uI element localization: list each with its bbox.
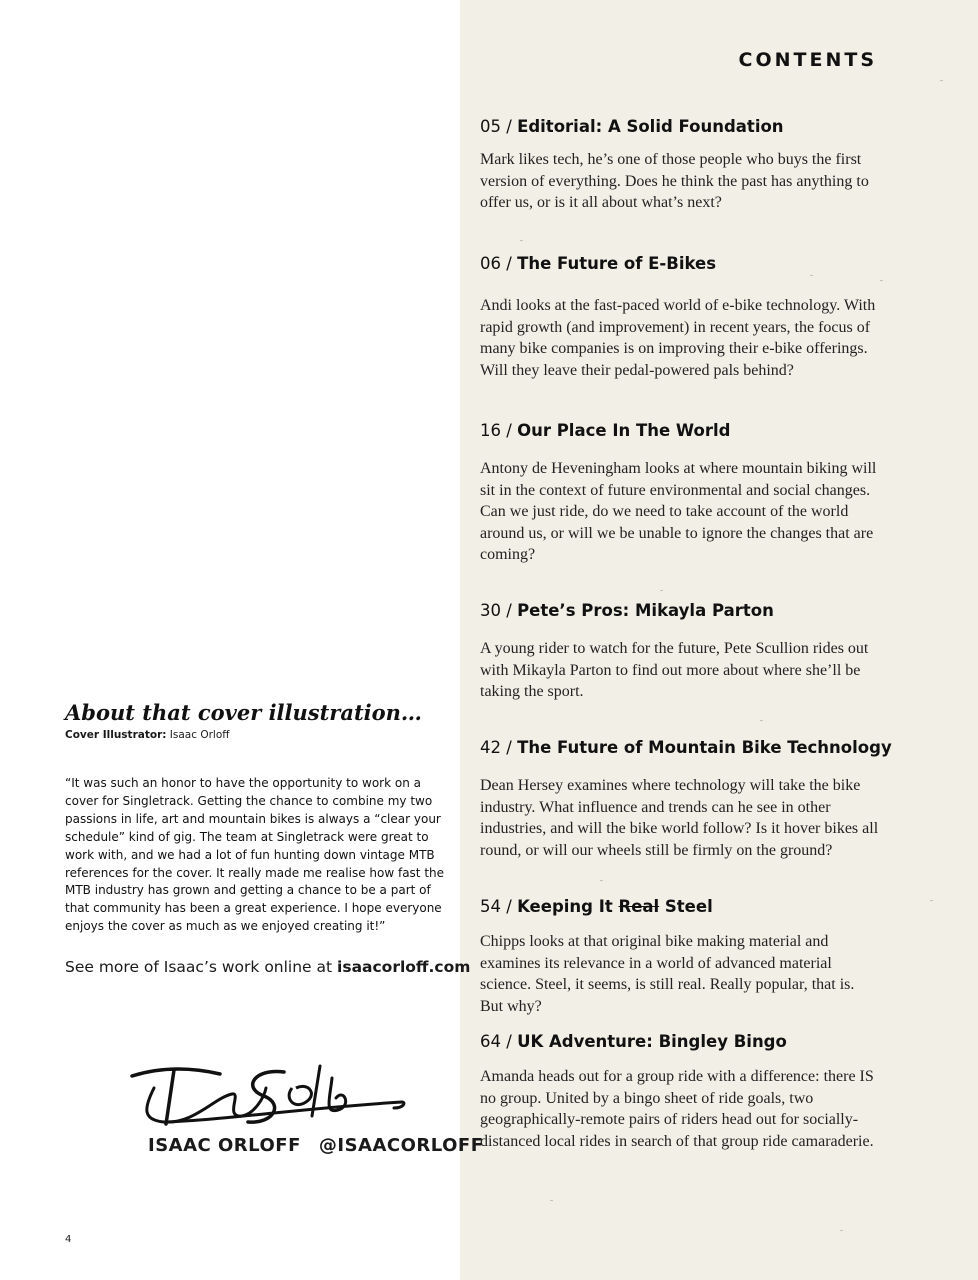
contents-entry[interactable] bbox=[480, 601, 880, 703]
artist-handle: @ISAACORLOFF bbox=[318, 1135, 484, 1156]
page-number: 4 bbox=[65, 1234, 72, 1245]
entry-heading: 06 / The Future of E-Bikes bbox=[480, 254, 717, 273]
artist-name: ISAAC ORLOFF bbox=[148, 1135, 301, 1156]
contents-entry[interactable] bbox=[480, 254, 880, 381]
contents-entry[interactable] bbox=[480, 738, 892, 861]
entry-heading: 30 / Pete’s Pros: Mikayla Parton bbox=[480, 601, 774, 620]
entry-description: Amanda heads out for a group ride with a difference: there IS no group. United by a bingo sheet of ride goals, two geographically-remote pairs of riders head out for socially-distanced local rides in search of that group ride camaraderie. bbox=[480, 1068, 874, 1150]
entry-description: Antony de Heveningham looks at where mountain biking will sit in the context of future environmental and social changes. Can we just ride, do we need to take account of the world around us, or will we be unable to ignore the changes that are coming? bbox=[480, 460, 877, 563]
contents-entry[interactable] bbox=[480, 117, 880, 214]
entry-description: Mark likes tech, he’s one of those people who buys the first version of everything. Does he think the past has anything to offer us, or is it all about what’s next? bbox=[480, 151, 869, 211]
signature-caption bbox=[148, 1135, 502, 1156]
contents-heading: CONTENTS bbox=[738, 49, 877, 71]
contents-entry[interactable] bbox=[480, 421, 880, 566]
about-title: About that cover illustration… bbox=[65, 700, 422, 725]
struck-word: Real bbox=[618, 897, 660, 916]
entry-description: Dean Hersey examines where technology will take the bike industry. What influence and trends can he see in other industries, and will the bike world follow? Is it hover bikes all round, or will our wheels still be firmly on the ground? bbox=[480, 777, 879, 859]
contents-entry[interactable] bbox=[480, 1032, 880, 1152]
illustrator-website-link[interactable]: isaacorloff.com bbox=[337, 958, 471, 977]
entry-description: Andi looks at the fast-paced world of e-bike technology. With rapid growth (and improvement) in recent years, the focus of many bike companies is on improving their e-bike offerings. Will they leave their pedal-powered pals behind? bbox=[480, 297, 876, 379]
contents-entry[interactable] bbox=[480, 897, 880, 1017]
illustrator-quote: “It was such an honor to have the opportunity to work on a cover for Singletrack. Getting the chance to combine my two passions in life, art and mountain bikes is always a “clear your schedule” kind of gig. The team at Singletrack were great to work with, and we had a lot of fun hunting down vintage MTB references for the cover. It really made me realise how fast the MTB industry has grown and getting a chance to be a part of that community has been a great experience. I hope everyone enjoys the cover as much as we enjoyed creating it!” bbox=[65, 776, 445, 934]
entry-description: A young rider to watch for the future, Pete Scullion rides out with Mikayla Parton to find out more about where she’ll be taking the sport. bbox=[480, 640, 869, 700]
illustrator-link-line: See more of Isaac’s work online at isaacorloff.com bbox=[65, 958, 471, 977]
illustrator-credit: Cover Illustrator: Isaac Orloff bbox=[65, 729, 230, 741]
entry-heading: 54 / Keeping It Real Steel bbox=[480, 897, 713, 916]
cover-illustration-section bbox=[65, 700, 471, 977]
entry-heading: 05 / Editorial: A Solid Foundation bbox=[480, 117, 784, 136]
entry-heading: 42 / The Future of Mountain Bike Technology bbox=[480, 738, 892, 757]
entry-description: Chipps looks at that original bike making material and examines its relevance in a world of advanced material science. Steel, it seems, is still real. Really popular, that is. But why? bbox=[480, 933, 855, 1015]
entry-heading: 64 / UK Adventure: Bingley Bingo bbox=[480, 1032, 787, 1051]
entry-heading: 16 / Our Place In The World bbox=[480, 421, 731, 440]
